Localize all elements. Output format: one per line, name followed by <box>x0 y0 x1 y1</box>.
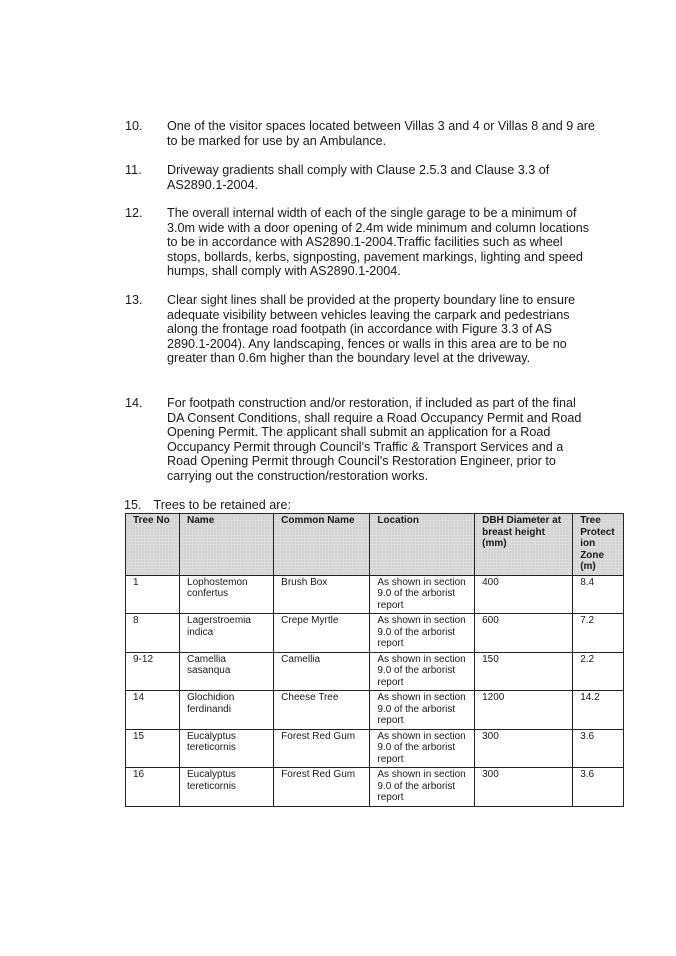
condition-text: One of the visitor spaces located between Villas 3 and 4 or Villas 8 and 9 are to be marked for use by an Ambulance. <box>167 119 595 148</box>
cell-tree-no: 1 <box>126 575 180 614</box>
cell-dbh: 300 <box>475 729 573 768</box>
condition-text: Driveway gradients shall comply with Clause 2.5.3 and Clause 3.3 of AS2890.1-2004. <box>167 163 550 192</box>
cell-tpz: 8.4 <box>573 575 624 614</box>
cell-tpz: 7.2 <box>573 614 624 653</box>
condition-text: For footpath construction and/or restoration, if included as part of the final DA Consent Conditions, shall require a Road Occupancy Permit and Road Opening Permit. The applicant shall submit an application for a Road Occupancy Permit through Council's Traffic & Transport Services and a Road Opening Permit through Council's Restoration Engineer, prior to carrying out the construction/restoration works. <box>167 396 582 483</box>
cell-dbh: 600 <box>475 614 573 653</box>
cell-tpz: 14.2 <box>573 691 624 730</box>
cell-dbh: 300 <box>475 768 573 807</box>
header-common-name: Common Name <box>274 514 370 576</box>
cell-name: Lophostemon confertus <box>180 575 274 614</box>
cell-name: Eucalyptus tereticornis <box>180 729 274 768</box>
condition-14 <box>125 396 595 484</box>
cell-common-name: Brush Box <box>274 575 370 614</box>
table-row <box>126 652 624 691</box>
condition-15 <box>122 498 291 512</box>
cell-tree-no: 16 <box>126 768 180 807</box>
cell-tpz: 2.2 <box>573 652 624 691</box>
cell-location: As shown in section 9.0 of the arborist report <box>370 575 475 614</box>
condition-text: Clear sight lines shall be provided at the property boundary line to ensure adequate visibility between vehicles leaving the carpark and pedestrians along the frontage road footpath (in accordance with Figure 3.3 of AS 2890.1-2004). Any landscaping, fences or walls in this area are to be no greater than 0.6m higher than the boundary level at the driveway. <box>167 293 576 366</box>
trees-retained-table <box>125 513 624 807</box>
condition-number: 12. <box>125 206 143 220</box>
cell-dbh: 1200 <box>475 691 573 730</box>
condition-number: 13. <box>125 293 143 307</box>
condition-text: The overall internal width of each of the single garage to be a minimum of 3.0m wide with a door opening of 2.4m wide minimum and column locations to be in accordance with AS2890.1-2004.Traffic facilities such as wheel stops, bollards, kerbs, signposting, pavement markings, lighting and speed humps, shall comply with AS2890.1-2004. <box>167 206 590 279</box>
cell-tree-no: 14 <box>126 691 180 730</box>
cell-name: Camellia sasanqua <box>180 652 274 691</box>
cell-tree-no: 15 <box>126 729 180 768</box>
table-header-row <box>126 514 624 576</box>
table-row <box>126 729 624 768</box>
header-dbh: DBH Diameter at breast height (mm) <box>475 514 573 576</box>
table-row <box>126 691 624 730</box>
condition-12 <box>125 206 595 279</box>
cell-name: Lagerstroemia indica <box>180 614 274 653</box>
cell-name: Glochidion ferdinandi <box>180 691 274 730</box>
cell-common-name: Forest Red Gum <box>274 768 370 807</box>
cell-dbh: 150 <box>475 652 573 691</box>
header-tpz: Tree Protect ion Zone (m) <box>573 514 624 576</box>
cell-name: Eucalyptus tereticornis <box>180 768 274 807</box>
table-row <box>126 575 624 614</box>
cell-common-name: Camellia <box>274 652 370 691</box>
cell-tpz: 3.6 <box>573 729 624 768</box>
cell-location: As shown in section 9.0 of the arborist report <box>370 768 475 807</box>
cell-tree-no: 9-12 <box>126 652 180 691</box>
cell-tree-no: 8 <box>126 614 180 653</box>
cell-location: As shown in section 9.0 of the arborist report <box>370 614 475 653</box>
condition-number: 10. <box>125 119 143 133</box>
cell-common-name: Forest Red Gum <box>274 729 370 768</box>
header-name: Name <box>180 514 274 576</box>
table-row <box>126 768 624 807</box>
condition-text: Trees to be retained are: <box>153 498 291 512</box>
cell-location: As shown in section 9.0 of the arborist report <box>370 691 475 730</box>
condition-number: 11. <box>125 163 142 177</box>
header-tree-no: Tree No <box>126 514 180 576</box>
condition-number: 15. <box>124 498 142 512</box>
cell-common-name: Cheese Tree <box>274 691 370 730</box>
condition-10 <box>125 119 595 148</box>
header-location: Location <box>370 514 475 576</box>
cell-tpz: 3.6 <box>573 768 624 807</box>
cell-common-name: Crepe Myrtle <box>274 614 370 653</box>
cell-dbh: 400 <box>475 575 573 614</box>
table-row <box>126 614 624 653</box>
cell-location: As shown in section 9.0 of the arborist report <box>370 652 475 691</box>
condition-11 <box>125 163 595 192</box>
cell-location: As shown in section 9.0 of the arborist report <box>370 729 475 768</box>
condition-13 <box>125 293 595 366</box>
condition-number: 14. <box>125 396 143 410</box>
